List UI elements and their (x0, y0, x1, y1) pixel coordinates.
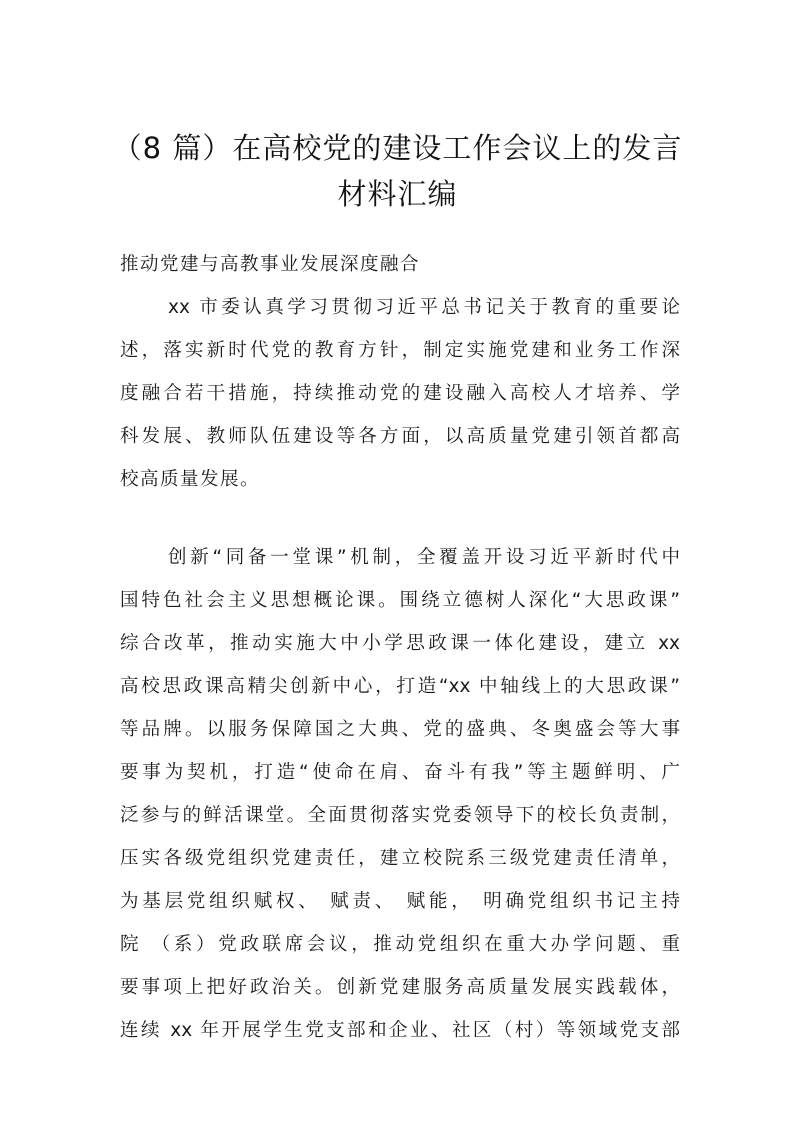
paragraph-2-line-9: 为基层党组织赋权、 赋责、 赋能， 明确党组织书记主持 (120, 891, 680, 912)
paragraph-2-line-10: 院 （系）党政联席会议，推动党组织在重大办学问题、重 (120, 934, 680, 955)
paragraph-2-line-6: 要事为契机，打造“使命在肩、奋斗有我”等主题鲜明、广 (120, 762, 680, 783)
paragraph-2-line-12: 连续 xx 年开展学生党支部和企业、社区（村）等领域党支部 (120, 1020, 680, 1041)
paragraph-2-line-7: 泛参与的鲜活课堂。全面贯彻落实党委领导下的校长负责制， (120, 805, 680, 826)
paragraph-1-line-5: 校高质量发展。 (120, 469, 261, 490)
paragraph-1-line-1: xx 市委认真学习贯彻习近平总书记关于教育的重要论 (168, 297, 680, 318)
document-title-line-2: 材料汇编 (337, 177, 458, 211)
paragraph-2-line-2: 国特色社会主义思想概论课。围绕立德树人深化“大思政课” (120, 590, 680, 611)
paragraph-1-line-4: 科发展、教师队伍建设等各方面，以高质量党建引领首都高 (120, 426, 680, 447)
paragraph-2-line-1: 创新“同备一堂课”机制，全覆盖开设习近平新时代中 (168, 547, 680, 568)
paragraph-2-line-3: 综合改革，推动实施大中小学思政课一体化建设，建立 xx (120, 633, 680, 654)
document-title-line-1: （8 篇）在高校党的建设工作会议上的发言 (112, 131, 683, 165)
paragraph-1-line-2: 述，落实新时代党的教育方针，制定实施党建和业务工作深 (120, 340, 680, 361)
paragraph-2-line-4: 高校思政课高精尖创新中心，打造“xx 中轴线上的大思政课” (120, 676, 680, 697)
paragraph-2-line-11: 要事项上把好政治关。创新党建服务高质量发展实践载体， (120, 977, 680, 998)
section-heading: 推动党建与高教事业发展深度融合 (120, 254, 421, 275)
paragraph-2-line-8: 压实各级党组织党建责任，建立校院系三级党建责任清单， (120, 848, 680, 869)
paragraph-2-line-5: 等品牌。以服务保障国之大典、党的盛典、冬奥盛会等大事 (120, 719, 680, 740)
paragraph-1-line-3: 度融合若干措施，持续推动党的建设融入高校人才培养、学 (120, 383, 680, 404)
